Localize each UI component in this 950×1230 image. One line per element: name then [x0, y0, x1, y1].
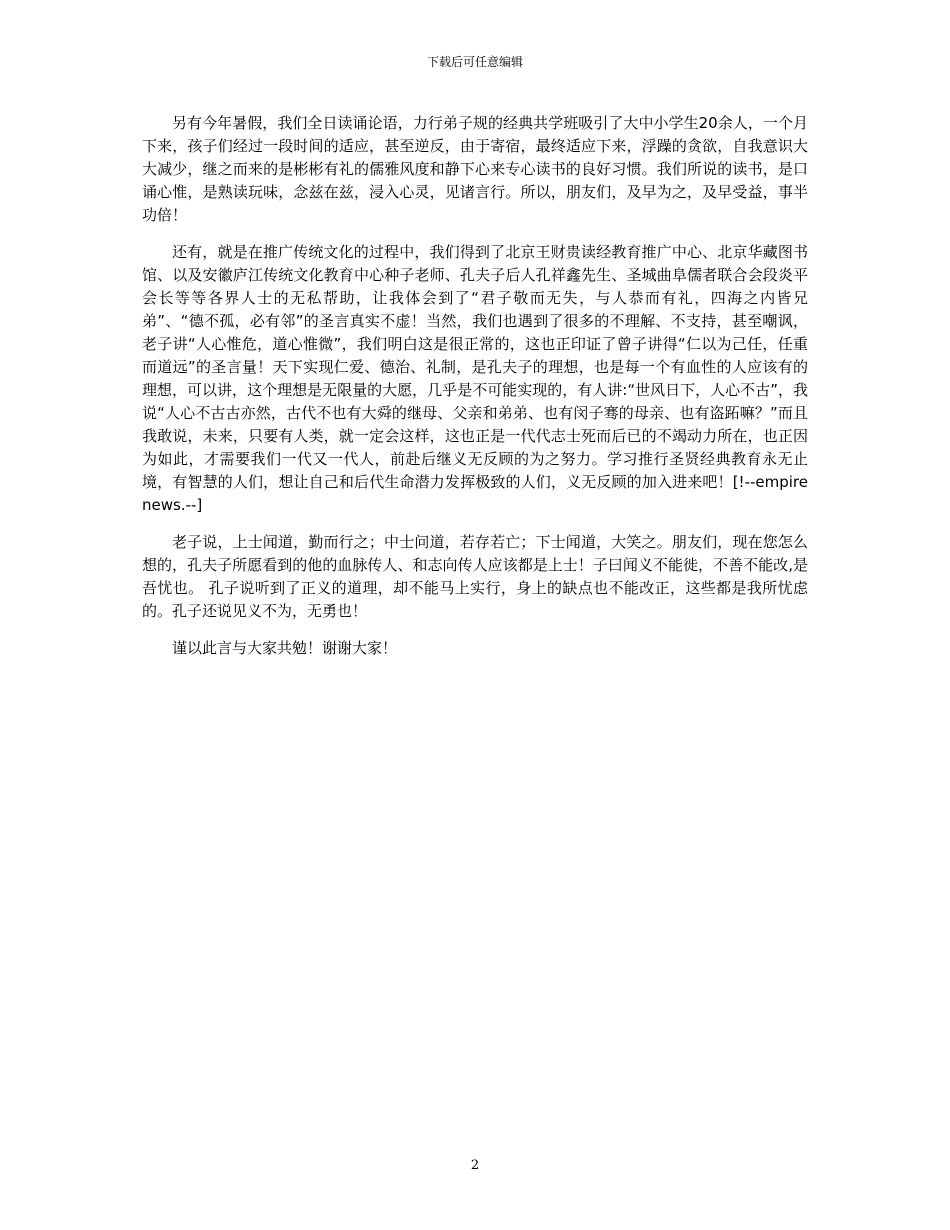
paragraph-2: 还有，就是在推广传统文化的过程中，我们得到了北京王财贵读经教育推广中心、北京华藏图书馆、以及安徽庐江传统文化教育中心种子老师、孔夫子后人孔祥鑫先生、圣城曲阜儒者联合会段炎平会长等等各界人士的无私帮助，让我体会到了“君子敬而无失，与人恭而有礼，四海之内皆兄弟”、“德不孤，必有邻”的圣言真实不虚！当然，我们也遇到了很多的不理解、不支持，甚至嘲讽，老子讲“人心惟危，道心惟微”，我们明白这是很正常的，这也正印证了曾子讲得“仁以为己任，任重而道远”的圣言量！天下实现仁爱、德治、礼制，是孔夫子的理想，也是每一个有血性的人应该有的理想，可以讲，这个理想是无限量的大愿，几乎是不可能实现的，有人讲:“世风日下，人心不古”，我说“人心不古古亦然，古代不也有大舜的继母、父亲和弟弟、也有闵子骞的母亲、也有盗跖嘛？”而且我敢说，未来，只要有人类，就一定会这样，这也正是一代代志士死而后已的不竭动力所在，也正因为如此，才需要我们一代又一代人，前赴后继义无反顾的为之努力。学习推行圣贤经典教育永无止境，有智慧的人们，想让自己和后代生命潜力发挥极致的人们，义无反顾的加入进来吧！[!--empirenews.--] — [142, 243, 808, 514]
page-number: 2 — [470, 1158, 480, 1173]
paragraph-4: 谨以此言与大家共勉！谢谢大家！ — [172, 639, 398, 657]
paragraph-3: 老子说，上士闻道，勤而行之；中士问道，若存若亡；下士闻道，大笑之。朋友们，现在您怎么想的，孔夫子所愿看到的他的血脉传人、和志向传人应该都是上士！子曰闻义不能徙，不善不能改,是吾忧也。 孔子说听到了正义的道理，却不能马上实行，身上的缺点也不能改正，这些都是我所忧虑的。孔子还说见义不为，无勇也！ — [142, 533, 808, 620]
body-text — [142, 112, 808, 674]
paragraph-1: 另有今年暑假，我们全日读诵论语，力行弟子规的经典共学班吸引了大中小学生20余人，一个月下来，孩子们经过一段时间的适应，甚至逆反，由于寄宿，最终适应下来，浮躁的贪欲，自我意识大大减少，继之而来的是彬彬有礼的儒雅风度和静下心来专心读书的良好习惯。我们所说的读书，是口诵心惟，是熟读玩味，念兹在兹，浸入心灵，见诸言行。所以，朋友们，及早为之，及早受益，事半功倍！ — [142, 114, 808, 224]
header-note: 下载后可任意编辑 — [426, 55, 523, 69]
